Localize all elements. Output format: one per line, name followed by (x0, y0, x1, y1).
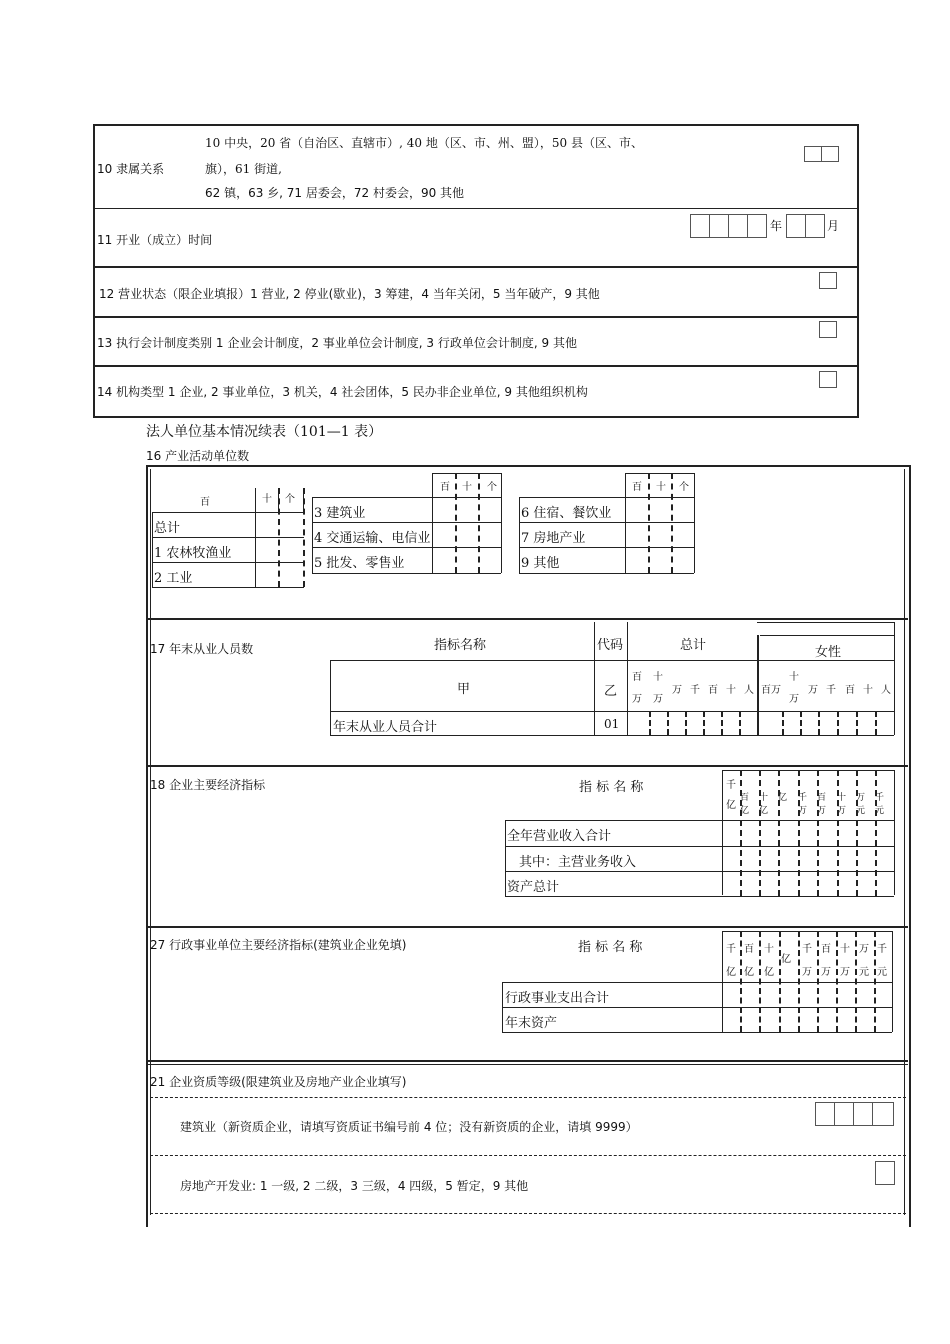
s21-label-main: 21 企业资质等级 (150, 1075, 242, 1089)
inner-frame-right (904, 469, 905, 1215)
row-divider (95, 316, 857, 318)
s16-col2-bottom (312, 573, 501, 574)
s27-rows-left (502, 982, 503, 1032)
s27-row-expense: 行政事业支出合计 (505, 991, 610, 1006)
s16-other: 9 其他 (521, 556, 560, 571)
s17-total-unit-shi: 十 (726, 685, 736, 696)
r10-options-line3: 62 镇，63 乡, 71 居委会，72 村委会，90 其他 (205, 186, 465, 200)
s16-construction: 3 建筑业 (314, 506, 366, 521)
s16-col1-left (152, 512, 153, 587)
s16-col2-tens-header: 十 (462, 482, 472, 493)
s27-digit-divider[interactable] (874, 931, 876, 1032)
continuation-title: 法人单位基本情况续表（101—1 表） (146, 424, 383, 440)
s17-jia: 甲 (457, 682, 471, 697)
s16-col2-hundreds-header: 百 (440, 482, 450, 493)
s27-digit-divider[interactable] (836, 931, 838, 1032)
s18-top (722, 770, 894, 771)
s21-divider (150, 1097, 906, 1098)
s16-col2-tick (501, 473, 502, 497)
s17-female-left (757, 635, 759, 735)
s16-col2-sep (432, 497, 433, 573)
s17-digit-divider[interactable] (703, 711, 705, 735)
s16-col3-tens-header: 十 (656, 482, 666, 493)
s18-row-main-revenue: 其中：主营业务收入 (519, 855, 637, 870)
s16-col1-hundreds-header: 百 (200, 497, 210, 508)
s18-unit-label: 千万 (798, 793, 807, 816)
s17-yi: 乙 (604, 684, 618, 699)
s17-digit-divider[interactable] (818, 711, 820, 735)
s27-unit-shiwan: 十 万 (840, 944, 850, 978)
r11-label: 11 开业（成立）时间 (97, 233, 213, 247)
s16-col3-tick (694, 473, 695, 497)
row-divider (95, 208, 857, 209)
s27-unit-qianwan: 千 万 (802, 944, 812, 978)
s21-cert-box-4[interactable] (872, 1102, 894, 1126)
r11-year-box-3[interactable] (728, 214, 748, 238)
s17-digit-divider[interactable] (667, 711, 669, 735)
s16-realestate: 7 房地产业 (521, 531, 586, 546)
s27-digit-divider[interactable] (817, 931, 819, 1032)
s17-female-unit-shi: 十 (863, 685, 873, 696)
s18-unit-label: 亿 (778, 793, 787, 803)
s27-unit-qianyi: 千 亿 (726, 944, 736, 978)
s21-label-note: (限建筑业及房地产业企业填写) (241, 1075, 407, 1089)
s18-rows-left (505, 820, 506, 896)
s16-col3-rule (519, 547, 694, 548)
inner-frame-left (150, 469, 151, 1215)
r12-checkbox[interactable] (819, 272, 837, 289)
s16-col2-digit-divider[interactable] (455, 473, 457, 573)
s18-unit-label: 十亿 (759, 793, 768, 816)
r10-code-box-1[interactable] (804, 146, 822, 162)
section-divider (148, 926, 908, 928)
s18-unit-label: 万元 (856, 793, 865, 816)
s16-col2-tick (432, 473, 433, 497)
s17-indicator-left (330, 660, 331, 735)
s16-label: 16 产业活动单位数 (146, 449, 250, 463)
s17-digit-divider[interactable] (875, 711, 877, 735)
s21-realestate: 房地产开发业: 1 一级, 2 二级，3 三级，4 四级，5 暂定，9 其他 (180, 1179, 529, 1193)
s27-unit-baiwan: 百 万 (821, 944, 831, 978)
s18-unit-label: 十万 (837, 793, 846, 816)
s16-col1-tens-header: 十 (262, 494, 272, 505)
s16-col1-digit-divider[interactable] (278, 488, 280, 587)
s18-digit-divider[interactable] (759, 770, 761, 896)
s16-col2-rule (312, 522, 501, 523)
s21-cert-box-3[interactable] (853, 1102, 873, 1126)
s18-row-assets: 资产总计 (507, 880, 560, 895)
s17-total-left (627, 622, 628, 735)
s17-digit-divider[interactable] (800, 711, 802, 735)
s17-total-unit-shiwan: 十 万 (653, 672, 663, 705)
s17-digit-divider[interactable] (837, 711, 839, 735)
s21-divider (150, 1155, 906, 1156)
s17-row-bottom (330, 735, 894, 736)
s18-unit-label: 千元 (875, 793, 884, 816)
s17-label: 17 年末从业人员数 (150, 642, 254, 656)
s18-label: 18 企业主要经济指标 (150, 778, 266, 792)
s16-col3-sep (625, 497, 626, 573)
s17-digit-divider[interactable] (685, 711, 687, 735)
s27-row-rule (502, 982, 892, 983)
s18-digit-divider[interactable] (778, 770, 780, 896)
s16-col2-left (312, 497, 313, 573)
s27-unit-wanyuan: 万 元 (859, 944, 869, 978)
s17-total-unit-baiwan: 百 万 (632, 672, 642, 705)
s27-digit-divider[interactable] (855, 931, 857, 1032)
s27-digit-divider[interactable] (740, 931, 742, 1032)
section-divider (148, 765, 908, 767)
r13-checkbox[interactable] (819, 321, 837, 338)
s16-col1-digit-divider[interactable] (303, 488, 305, 587)
s17-digit-divider[interactable] (649, 711, 651, 735)
s27-unit-qianyuan: 千 元 (877, 944, 887, 978)
s16-col2-rule (312, 497, 501, 498)
s16-col3-left (519, 497, 520, 573)
s16-hospitality: 6 住宿、餐饮业 (521, 506, 612, 521)
s27-row-assets: 年末资产 (505, 1016, 558, 1031)
s16-industry: 2 工业 (154, 571, 193, 586)
s16-col3-bottom (519, 573, 694, 574)
s16-col3-hundreds-header: 百 (632, 482, 642, 493)
r11-month-box-1[interactable] (786, 214, 806, 238)
s17-header-rule (330, 660, 894, 661)
s16-transport: 4 交通运输、电信业 (314, 531, 431, 546)
s21-label (150, 1073, 406, 1090)
r10-code-box-2[interactable] (821, 146, 839, 162)
s18-indicator-header: 指 标 名 称 (579, 780, 644, 795)
s17-digit-divider[interactable] (721, 711, 723, 735)
s18-digit-divider[interactable] (798, 770, 800, 896)
s27-digit-divider[interactable] (759, 931, 761, 1032)
s16-col1-top (152, 512, 304, 513)
s17-female-unit-shiwan: 十 万 (789, 672, 799, 705)
s16-col1-rule (152, 562, 304, 563)
s17-digit-divider[interactable] (856, 711, 858, 735)
s18-units-right (894, 770, 895, 895)
r11-year-label: 年 (770, 219, 783, 233)
s16-agriculture: 1 农林牧渔业 (154, 546, 232, 561)
s18-digit-divider[interactable] (875, 770, 877, 896)
s27-unit-shiyi: 十 亿 (764, 944, 774, 978)
s18-unit-label: 百万 (817, 793, 826, 816)
s16-col3-rule (519, 497, 694, 498)
s27-units-right (892, 931, 893, 1032)
s17-female-unit-ren: 人 (881, 685, 891, 696)
s16-col3-ones-header: 个 (679, 482, 689, 493)
s18-row-bottom (505, 896, 894, 897)
s16-col2-digit-divider[interactable] (478, 473, 480, 573)
s21-cert-box-1[interactable] (815, 1102, 835, 1126)
s16-col1-ones-header: 个 (285, 494, 295, 505)
r14-label: 14 机构类型 1 企业, 2 事业单位，3 机关，4 社会团体，5 民办非企业单位, 9 其他组织机构 (97, 385, 588, 399)
s17-row-label: 年末从业人员合计 (333, 720, 438, 735)
s27-unit-baiyi: 百 亿 (744, 944, 754, 978)
s16-col1-rule (152, 537, 304, 538)
s16-col3-right (694, 497, 695, 573)
s17-total-unit-ren: 人 (744, 685, 754, 696)
s27-row-bottom (502, 1032, 892, 1033)
s17-digit-divider[interactable] (739, 711, 741, 735)
s18-digit-divider[interactable] (817, 770, 819, 896)
s17-total-unit-wan: 万 (672, 685, 682, 696)
r11-year-box-4[interactable] (747, 214, 767, 238)
s27-label: 27 行政事业单位主要经济指标(建筑业企业免填) (150, 938, 407, 952)
s16-col3-tick (625, 473, 626, 497)
s16-col3-digit-divider[interactable] (648, 473, 650, 573)
s17-row-top (330, 711, 894, 712)
r10-options-line2: 旗），61 街道, (205, 162, 282, 176)
s16-col2-right (501, 497, 502, 573)
r12-label: 12 营业状态（限企业填报）1 营业, 2 停业(歇业)，3 筹建，4 当年关闭，5 当年破产，9 其他 (99, 287, 600, 301)
r11-year-box-2[interactable] (709, 214, 729, 238)
s17-row-code: 01 (604, 717, 620, 731)
section-divider (148, 618, 908, 620)
r14-checkbox[interactable] (819, 371, 837, 388)
s16-col1-tick (255, 488, 256, 512)
r11-month-box-2[interactable] (805, 214, 825, 238)
s16-col3-top (625, 473, 694, 474)
r10-label: 10 隶属关系 (97, 162, 165, 176)
s16-retail: 5 批发、零售业 (314, 556, 405, 571)
s16-col1-sep (255, 512, 256, 587)
s27-indicator-header: 指 标 名 称 (578, 940, 643, 955)
row-divider (95, 266, 857, 268)
r11-month-label: 月 (827, 219, 840, 233)
s17-total-unit-qian: 千 (690, 685, 700, 696)
s18-units-left (722, 770, 723, 895)
s18-digit-divider[interactable] (740, 770, 742, 896)
s17-total-unit-bai: 百 (708, 685, 718, 696)
s16-col3-rule (519, 522, 694, 523)
s27-top (722, 931, 892, 932)
s17-digit-divider[interactable] (782, 711, 784, 735)
s27-digit-divider[interactable] (798, 931, 800, 1032)
s21-realestate-checkbox[interactable] (875, 1161, 895, 1185)
s17-total-header: 总计 (680, 638, 707, 653)
r13-label: 13 执行会计制度类别 1 企业会计制度，2 事业单位会计制度, 3 行政单位会计制度, 9 其他 (97, 336, 577, 350)
s18-row-revenue: 全年营业收入合计 (507, 829, 612, 844)
s27-digit-divider[interactable] (779, 931, 781, 1032)
s17-female-unit-baiwan: 百万 (761, 685, 781, 696)
s18-row-rule (505, 846, 894, 847)
s17-female-right (894, 622, 895, 735)
s18-unit-qianyi: 千 亿 (726, 780, 736, 811)
s17-female-unit-wan: 万 (808, 685, 818, 696)
section-divider (148, 1064, 908, 1065)
s17-female-top (757, 622, 894, 623)
s16-col2-rule (312, 547, 501, 548)
r11-year-box-1[interactable] (690, 214, 710, 238)
s16-col1-bottom (152, 587, 304, 588)
s16-col2-ones-header: 个 (487, 482, 497, 493)
s16-total: 总计 (154, 521, 181, 536)
s17-code-header: 代码 (597, 638, 624, 653)
s17-female-unit-qian: 千 (826, 685, 836, 696)
s18-digit-divider[interactable] (837, 770, 839, 896)
s18-row-rule (505, 871, 894, 872)
s17-code-left (594, 622, 595, 735)
s17-indicator-header: 指标名称 (434, 638, 487, 653)
s21-cert-box-2[interactable] (834, 1102, 854, 1126)
s21-construction: 建筑业（新资质企业，请填写资质证书编号前 4 位；没有新资质的企业，请填 9999） (180, 1120, 638, 1134)
s18-row-rule (505, 820, 894, 821)
s17-female-top2 (760, 635, 894, 636)
r10-options-line1: 10 中央，20 省（自治区、直辖市）, 40 地（区、市、州、盟），50 县（区、市、 (205, 136, 643, 150)
s18-unit-label: 百亿 (740, 793, 749, 816)
s18-digit-divider[interactable] (856, 770, 858, 896)
s16-col3-digit-divider[interactable] (671, 473, 673, 573)
s17-female-unit-bai: 百 (845, 685, 855, 696)
s27-unit-yi: 亿 (781, 954, 791, 965)
s21-bottom (150, 1213, 906, 1214)
s17-female-header: 女性 (815, 645, 842, 660)
s27-row-rule (502, 1007, 892, 1008)
section-divider (148, 1060, 908, 1062)
row-divider (95, 365, 857, 367)
s16-col2-top (432, 473, 501, 474)
